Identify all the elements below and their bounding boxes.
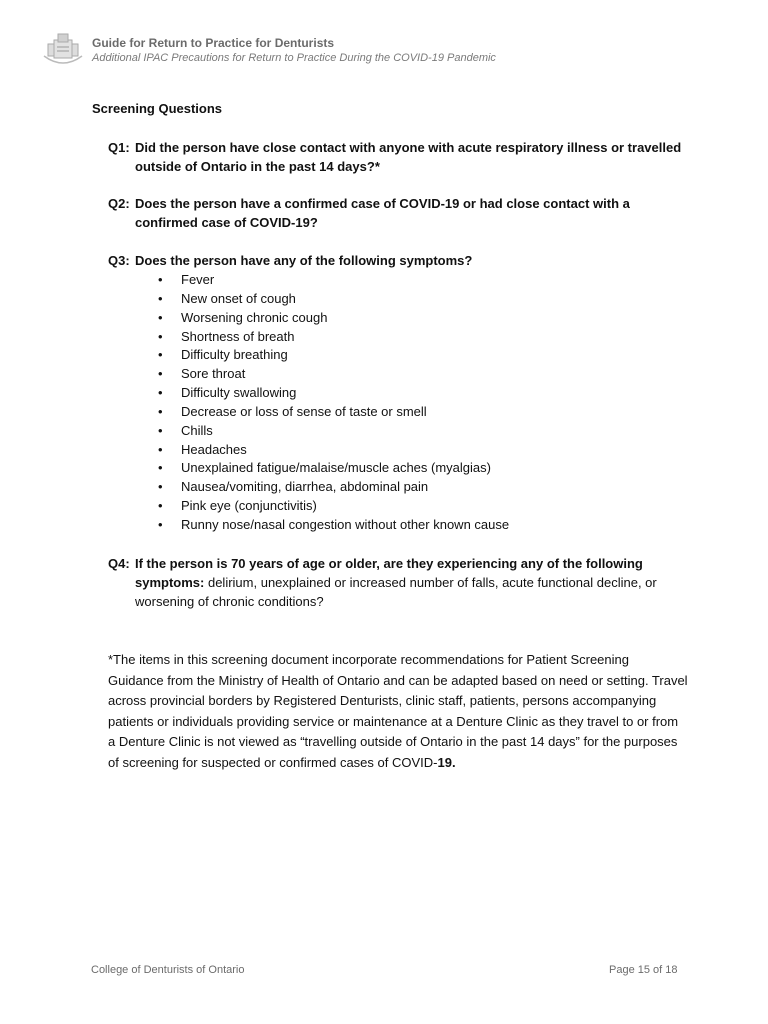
bullet: • <box>158 385 163 401</box>
question-text: Does the person have a confirmed case of COVID-19 or had close contact with a confirmed case of COVID-19? <box>135 196 630 230</box>
list-item: • Fever <box>158 271 509 290</box>
question-text-bold: If the person is 70 years of age or older, are they experiencing any of the following symptoms: <box>135 556 643 590</box>
bullet: • <box>158 441 163 457</box>
footnote <box>108 650 688 773</box>
bullet: • <box>158 290 163 306</box>
list-item: • Runny nose/nasal congestion without other known cause <box>158 516 509 535</box>
header-subtitle: Additional IPAC Precautions for Return to Practice During the COVID-19 Pandemic <box>92 52 496 64</box>
list-item: • Decrease or loss of sense of taste or smell <box>158 403 509 422</box>
question-text-plain: delirium, unexplained or increased number of falls, acute functional decline, or worsening of chronic conditions? <box>135 575 657 609</box>
page-number: Page 15 of 18 <box>609 964 678 976</box>
bullet: • <box>158 366 163 382</box>
question-number: Q2: <box>108 196 130 211</box>
list-item: • Worsening chronic cough <box>158 309 509 328</box>
header-title: Guide for Return to Practice for Denturists <box>92 36 335 50</box>
question-3 <box>108 251 688 270</box>
bullet: • <box>158 403 163 419</box>
question-2 <box>108 194 688 232</box>
page-header <box>40 30 740 70</box>
bullet: • <box>158 498 163 514</box>
bullet: • <box>158 309 163 325</box>
question-text <box>135 554 688 611</box>
symptom-list <box>158 271 509 535</box>
bullet: • <box>158 422 163 438</box>
list-item: • Shortness of breath <box>158 328 509 347</box>
question-text: Does the person have any of the following symptoms? <box>135 253 473 268</box>
bullet: • <box>158 347 163 363</box>
list-item: • Nausea/vomiting, diarrhea, abdominal pain <box>158 478 509 497</box>
question-text: Did the person have close contact with anyone with acute respiratory illness or travelled outside of Ontario in the past 14 days?* <box>135 140 682 174</box>
list-item: • Chills <box>158 422 509 441</box>
footnote-text: *The items in this screening document incorporate recommendations for Patient Screening Guidance from the Ministry of Health of Ontario and can be adapted based on need or setting. Travel across provincial borders by Registered Denturists, clinic staff, patients, persons accompanying patients or individuals providing service or maintenance at a Denture Clinic as they travel to or from a Denture Clinic is not viewed as “travelling outside of Ontario in the past 14 days” for the purposes of screening for suspected or confirmed cases of COVID- <box>108 652 688 770</box>
college-crest-icon <box>40 30 86 70</box>
list-item: • Difficulty breathing <box>158 346 509 365</box>
list-item: • Unexplained fatigue/malaise/muscle aches (myalgias) <box>158 459 509 478</box>
footnote-bold-tail: 19. <box>437 754 456 770</box>
bullet: • <box>158 460 163 476</box>
bullet: • <box>158 479 163 495</box>
list-item: • Difficulty swallowing <box>158 384 509 403</box>
list-item: • Headaches <box>158 441 509 460</box>
question-number: Q1: <box>108 140 130 155</box>
footer-organization: College of Denturists of Ontario <box>91 964 245 976</box>
bullet: • <box>158 516 163 532</box>
question-number: Q4: <box>108 556 130 571</box>
question-1 <box>108 138 688 176</box>
list-item: • New onset of cough <box>158 290 509 309</box>
section-title: Screening Questions <box>92 101 223 116</box>
question-number: Q3: <box>108 253 130 268</box>
bullet: • <box>158 328 163 344</box>
question-4 <box>108 554 688 611</box>
bullet: • <box>158 272 163 287</box>
list-item: • Sore throat <box>158 365 509 384</box>
list-item: • Pink eye (conjunctivitis) <box>158 497 509 516</box>
